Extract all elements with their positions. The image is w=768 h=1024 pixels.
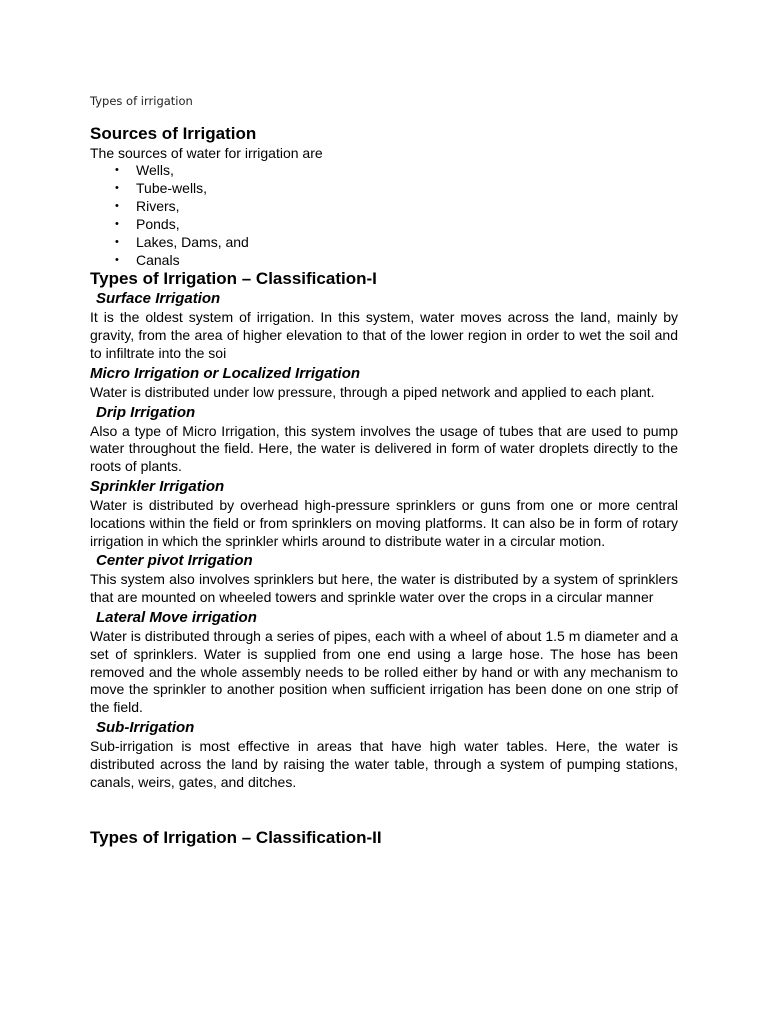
drip-irrigation-heading: Drip Irrigation — [96, 403, 196, 421]
list-item: • Wells, — [136, 162, 678, 180]
classification-2-heading: Types of Irrigation – Classification-II — [90, 828, 382, 848]
sources-heading: Sources of Irrigation — [90, 124, 257, 143]
micro-irrigation-text: Water is distributed under low pressure, through a piped network and applied to each plant. — [90, 383, 655, 400]
sources-list — [90, 162, 678, 269]
center-pivot-text: This system also involves sprinklers but here, the water is distributed by a system of sprinklers that are mounted on wheeled towers and sprinkle water over the crops in a circular manner — [90, 571, 678, 606]
sub-irrigation-heading: Sub-Irrigation — [96, 718, 195, 736]
document-content — [90, 93, 678, 848]
list-item: • Tube-wells, — [136, 180, 678, 198]
sources-intro: The sources of water for irrigation are — [90, 145, 323, 161]
list-item: • Lakes, Dams, and — [136, 234, 678, 252]
surface-irrigation-heading: Surface Irrigation — [96, 290, 221, 308]
micro-irrigation-heading: Micro Irrigation or Localized Irrigation — [90, 364, 361, 382]
list-item: • Canals — [136, 252, 678, 270]
surface-irrigation-text: It is the oldest system of irrigation. In this system, water moves across the land, mainly by gravity, from the area of higher elevation to that of the lower region in order to wet the soil and to infiltrate into the soi — [90, 309, 678, 362]
drip-irrigation-text: Also a type of Micro Irrigation, this system involves the usage of tubes that are used to pump water throughout the field. Here, the water is delivered in form of water droplets directly to the roots of plants. — [90, 422, 678, 475]
sprinkler-irrigation-heading: Sprinkler Irrigation — [90, 478, 225, 496]
lateral-move-text: Water is distributed through a series of pipes, each with a wheel of about 1.5 m diameter and a set of sprinklers. Water is supplied from one end using a large hose. The hose has been removed and the whole assembly needs to be rolled either by hand or with any mechanism to move the sprinkler to another position when sufficient irrigation has been done on one strip of the field. — [90, 628, 678, 716]
lateral-move-heading: Lateral Move irrigation — [96, 609, 257, 626]
classification-1-heading: Types of Irrigation – Classification-I — [90, 269, 377, 289]
sprinkler-irrigation-text: Water is distributed by overhead high-pressure sprinklers or guns from one or more central locations within the field or from sprinklers on moving platforms. It can also be in form of rotary irrigation in which the sprinkler whirls around to distribute water in a circular motion. — [90, 497, 678, 549]
list-item: • Rivers, — [136, 198, 678, 216]
list-item: • Ponds, — [136, 216, 678, 234]
center-pivot-heading: Center pivot Irrigation — [96, 552, 253, 570]
section-spacer — [90, 792, 678, 828]
sub-irrigation-text: Sub-irrigation is most effective in areas that have high water tables. Here, the water is distributed across the land by raising the water table, through a system of pumping stations, canals, weirs, gates, and ditches. — [90, 737, 678, 790]
document-header: Types of irrigation — [90, 94, 193, 108]
